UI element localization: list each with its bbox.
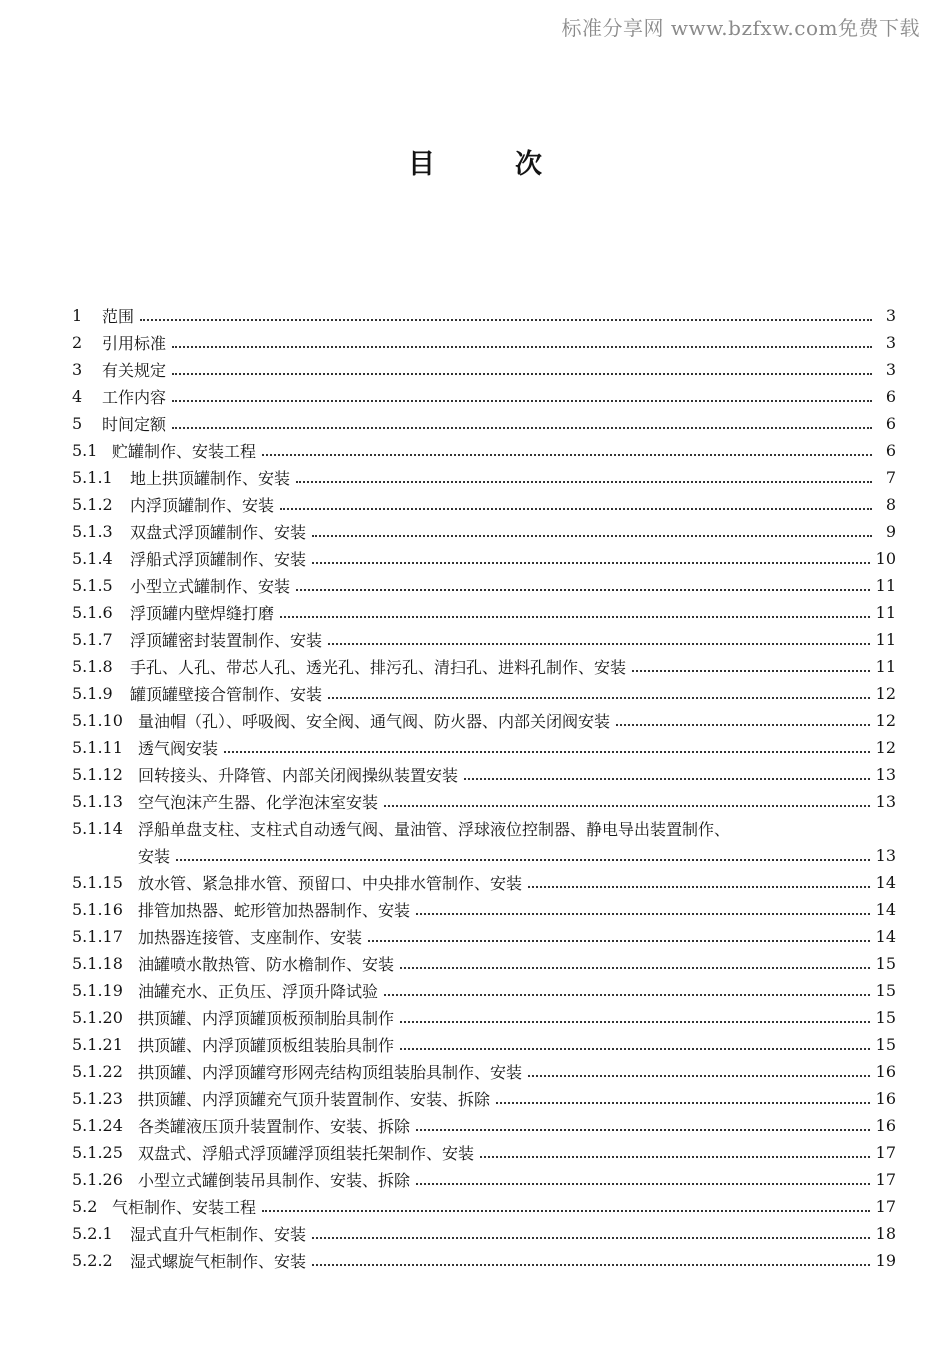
toc-leader-dots: [172, 346, 872, 348]
toc-leader-dots: [176, 859, 870, 861]
toc-entry[interactable]: [72, 383, 896, 410]
toc-entry-number: 5.1.15: [72, 873, 123, 892]
toc-entry-title: 量油帽（孔）、呼吸阀、安全阀、通气阀、防火器、内部关闭阀安装: [138, 712, 611, 731]
toc-entry-page: 16: [875, 1116, 896, 1135]
toc-entry[interactable]: [72, 950, 896, 977]
toc-entry[interactable]: [72, 464, 896, 491]
toc-entry-title: 时间定额: [102, 415, 167, 434]
toc-entry[interactable]: [72, 626, 896, 653]
toc-entry-page: 6: [885, 414, 896, 433]
page-title-char-1: 目: [408, 149, 435, 180]
toc-leader-dots: [400, 1048, 870, 1050]
toc-leader-dots: [172, 373, 872, 375]
toc-leader-dots: [172, 427, 872, 429]
toc-entry[interactable]: [72, 329, 896, 356]
toc-entry-page: 11: [875, 657, 896, 676]
toc-entry[interactable]: [72, 761, 896, 788]
toc-entry[interactable]: [72, 1247, 896, 1274]
toc-entry-number: 5.1.25: [72, 1143, 123, 1162]
toc-entry[interactable]: [72, 545, 896, 572]
toc-entry-page: 13: [875, 792, 896, 811]
toc-entry-number: 5.2: [72, 1197, 98, 1216]
toc-entry[interactable]: [72, 599, 896, 626]
toc-entry-page: 6: [885, 387, 896, 406]
toc-entry-title: 地上拱顶罐制作、安装: [130, 469, 291, 488]
toc-leader-dots: [400, 967, 870, 969]
toc-entry-title: 拱顶罐、内浮顶罐顶板预制胎具制作: [138, 1009, 395, 1028]
toc-entry-title: 贮罐制作、安装工程: [112, 442, 257, 461]
toc-entry-number: 5.1.9: [72, 684, 113, 703]
toc-entry-number: 4: [72, 387, 83, 406]
toc-entry[interactable]: [72, 356, 896, 383]
toc-entry-number: 5.1.7: [72, 630, 113, 649]
toc-leader-dots: [262, 454, 872, 456]
toc-leader-dots: [312, 1237, 870, 1239]
toc-leader-dots: [262, 1210, 870, 1212]
toc-entry-page: 15: [875, 981, 896, 1000]
toc-entry-number: 1: [72, 306, 83, 325]
toc-entry-title: 空气泡沫产生器、化学泡沫室安装: [138, 793, 379, 812]
toc-entry-page: 12: [875, 738, 896, 757]
toc-entry[interactable]: [72, 1058, 896, 1085]
toc-entry[interactable]: [72, 1004, 896, 1031]
toc-entry-page: 17: [875, 1197, 896, 1216]
toc-entry-title: 浮船单盘支柱、支柱式自动透气阀、量油管、浮球液位控制器、静电导出装置制作、: [138, 820, 731, 839]
toc-entry-page: 8: [885, 495, 896, 514]
toc-entry[interactable]: [72, 788, 896, 815]
toc-entry-title: 双盘式、浮船式浮顶罐浮顶组装托架制作、安装: [138, 1144, 475, 1163]
toc-entry-title: 工作内容: [102, 388, 167, 407]
toc-entry-page: 3: [885, 333, 896, 352]
toc-leader-dots: [400, 1021, 870, 1023]
toc-leader-dots: [328, 643, 870, 645]
page-title-char-2: 次: [515, 149, 542, 180]
toc-entry-title: 透气阀安装: [138, 739, 219, 758]
toc-entry-page: 14: [875, 927, 896, 946]
toc-entry-page: 16: [875, 1089, 896, 1108]
toc-entry-page: 9: [885, 522, 896, 541]
toc-entry-page: 15: [875, 1008, 896, 1027]
toc-leader-dots: [384, 994, 870, 996]
toc-entry-title: 加热器连接管、支座制作、安装: [138, 928, 363, 947]
toc-entry-page: 15: [875, 954, 896, 973]
toc-entry-title: 安装: [138, 847, 171, 866]
toc-entry[interactable]: [72, 1085, 896, 1112]
toc-entry-page: 11: [875, 630, 896, 649]
toc-entry-number: 3: [72, 360, 83, 379]
toc-leader-dots: [312, 1264, 870, 1266]
toc-entry[interactable]: [72, 1166, 896, 1193]
toc-entry-title: 湿式直升气柜制作、安装: [130, 1225, 307, 1244]
toc-entry-title: 小型立式罐倒装吊具制作、安装、拆除: [138, 1171, 411, 1190]
toc-leader-dots: [528, 1075, 870, 1077]
toc-entry-page: 12: [875, 684, 896, 703]
toc-leader-dots: [224, 751, 870, 753]
toc-leader-dots: [416, 1183, 870, 1185]
toc-entry-title: 有关规定: [102, 361, 167, 380]
toc-entry-title: 油罐充水、正负压、浮顶升降试验: [138, 982, 379, 1001]
toc-entry[interactable]: [72, 923, 896, 950]
toc-entry-title: 油罐喷水散热管、防水檐制作、安装: [138, 955, 395, 974]
toc-entry-page: 3: [885, 360, 896, 379]
toc-leader-dots: [328, 697, 870, 699]
toc-entry-number: 5: [72, 414, 83, 433]
toc-entry-page: 3: [885, 306, 896, 325]
toc-entry-title: 各类罐液压顶升装置制作、安装、拆除: [138, 1117, 411, 1136]
toc-entry-title: 手孔、人孔、带芯人孔、透光孔、排污孔、清扫孔、进料孔制作、安装: [130, 658, 627, 677]
toc-entry-title: 内浮顶罐制作、安装: [130, 496, 275, 515]
toc-entry-page: 6: [885, 441, 896, 460]
toc-entry-title: 双盘式浮顶罐制作、安装: [130, 523, 307, 542]
toc-entry-number: 5.1.20: [72, 1008, 123, 1027]
toc-entry-number: 5.1.10: [72, 711, 123, 730]
toc-entry-title: 范围: [102, 307, 135, 326]
toc-entry-number: 5.1.23: [72, 1089, 123, 1108]
toc-entry-number: 5.2.2: [72, 1251, 113, 1270]
toc-leader-dots: [312, 562, 870, 564]
toc-entry[interactable]: [72, 842, 896, 869]
toc-entry-title: 放水管、紧急排水管、预留口、中央排水管制作、安装: [138, 874, 523, 893]
toc-entry-title: 气柜制作、安装工程: [112, 1198, 257, 1217]
toc-entry-page: 18: [875, 1224, 896, 1243]
toc-entry-number: 5.1.3: [72, 522, 113, 541]
toc-entry-title: 排管加热器、蛇形管加热器制作、安装: [138, 901, 411, 920]
toc-entry-page: 11: [875, 603, 896, 622]
toc-entry-page: 16: [875, 1062, 896, 1081]
toc-entry-number: 5.1.12: [72, 765, 123, 784]
toc-entry-number: 5.1.18: [72, 954, 123, 973]
toc-entry-number: 5.1.22: [72, 1062, 123, 1081]
toc-entry-page: 12: [875, 711, 896, 730]
toc-leader-dots: [416, 1129, 870, 1131]
toc-entry-title: 回转接头、升降管、内部关闭阀操纵装置安装: [138, 766, 459, 785]
toc-entry[interactable]: [72, 734, 896, 761]
watermark-text: 标准分享网 www.bzfxw.com免费下载: [561, 16, 920, 40]
page-title: [0, 142, 950, 181]
toc-entry[interactable]: [72, 572, 896, 599]
toc-leader-dots: [416, 913, 870, 915]
toc-entry[interactable]: [72, 1031, 896, 1058]
toc-leader-dots: [480, 1156, 870, 1158]
toc-entry-page: 19: [875, 1251, 896, 1270]
toc-entry-number: 5.1.6: [72, 603, 113, 622]
toc-leader-dots: [280, 508, 872, 510]
toc-entry-page: 14: [875, 900, 896, 919]
toc-entry-number: 5.1.24: [72, 1116, 123, 1135]
toc-entry-number: 5.1.8: [72, 657, 113, 676]
toc-entry[interactable]: [72, 1193, 896, 1220]
toc-entry[interactable]: [72, 977, 896, 1004]
toc-entry-page: 14: [875, 873, 896, 892]
toc-entry-page: 7: [885, 468, 896, 487]
toc-entry-page: 11: [875, 576, 896, 595]
toc-entry-page: 13: [875, 765, 896, 784]
toc-entry[interactable]: [72, 491, 896, 518]
toc-entry-title: 浮顶罐密封装置制作、安装: [130, 631, 323, 650]
toc-entry[interactable]: [72, 1220, 896, 1247]
toc-leader-dots: [496, 1102, 870, 1104]
toc-entry[interactable]: [72, 437, 896, 464]
toc-entry-page: 13: [875, 846, 896, 865]
toc-entry[interactable]: [72, 896, 896, 923]
toc-entry[interactable]: [72, 1139, 896, 1166]
toc-leader-dots: [616, 724, 870, 726]
toc-entry[interactable]: [72, 653, 896, 680]
toc-entry-number: 5.1.4: [72, 549, 113, 568]
toc-entry-number: 2: [72, 333, 83, 352]
toc-entry-title: 浮顶罐内壁焊缝打磨: [130, 604, 275, 623]
toc-leader-dots: [384, 805, 870, 807]
toc-leader-dots: [172, 400, 872, 402]
toc-entry-title: 小型立式罐制作、安装: [130, 577, 291, 596]
toc-leader-dots: [296, 589, 870, 591]
toc-entry-number: 5.1.14: [72, 819, 123, 838]
toc-entry-number: 5.1.19: [72, 981, 123, 1000]
toc-entry-number: 5.1.17: [72, 927, 123, 946]
toc-entry-number: 5.2.1: [72, 1224, 113, 1243]
toc-entry-number: 5.1.13: [72, 792, 123, 811]
toc-entry[interactable]: [72, 707, 896, 734]
toc-leader-dots: [140, 319, 872, 321]
toc-leader-dots: [632, 670, 870, 672]
toc-entry[interactable]: [72, 1112, 896, 1139]
toc-entry-title: 罐顶罐壁接合管制作、安装: [130, 685, 323, 704]
toc-entry-number: 5.1: [72, 441, 98, 460]
toc-entry-page: 10: [875, 549, 896, 568]
toc-entry-title: 湿式螺旋气柜制作、安装: [130, 1252, 307, 1271]
toc-leader-dots: [296, 481, 872, 483]
toc-entry-title: 浮船式浮顶罐制作、安装: [130, 550, 307, 569]
toc-entry[interactable]: [72, 815, 896, 842]
toc-entry-number: 5.1.16: [72, 900, 123, 919]
toc-entry-number: 5.1.26: [72, 1170, 123, 1189]
toc-entry[interactable]: [72, 410, 896, 437]
toc-entry-number: 5.1.21: [72, 1035, 123, 1054]
toc-entry-number: 5.1.1: [72, 468, 113, 487]
toc-entry-title: 拱顶罐、内浮顶罐充气顶升装置制作、安装、拆除: [138, 1090, 491, 1109]
table-of-contents: [72, 302, 896, 1274]
toc-entry-page: 17: [875, 1170, 896, 1189]
toc-entry-number: 5.1.5: [72, 576, 113, 595]
toc-entry-number: 5.1.11: [72, 738, 123, 757]
toc-leader-dots: [464, 778, 870, 780]
toc-leader-dots: [280, 616, 870, 618]
toc-entry[interactable]: [72, 869, 896, 896]
toc-entry[interactable]: [72, 518, 896, 545]
toc-entry-page: 17: [875, 1143, 896, 1162]
toc-entry[interactable]: [72, 302, 896, 329]
toc-entry-title: 引用标准: [102, 334, 167, 353]
toc-entry-title: 拱顶罐、内浮顶罐穹形网壳结构顶组装胎具制作、安装: [138, 1063, 523, 1082]
toc-entry-title: 拱顶罐、内浮顶罐顶板组装胎具制作: [138, 1036, 395, 1055]
toc-leader-dots: [368, 940, 870, 942]
toc-entry-number: 5.1.2: [72, 495, 113, 514]
toc-leader-dots: [528, 886, 870, 888]
toc-leader-dots: [312, 535, 872, 537]
toc-entry-page: 15: [875, 1035, 896, 1054]
toc-entry[interactable]: [72, 680, 896, 707]
